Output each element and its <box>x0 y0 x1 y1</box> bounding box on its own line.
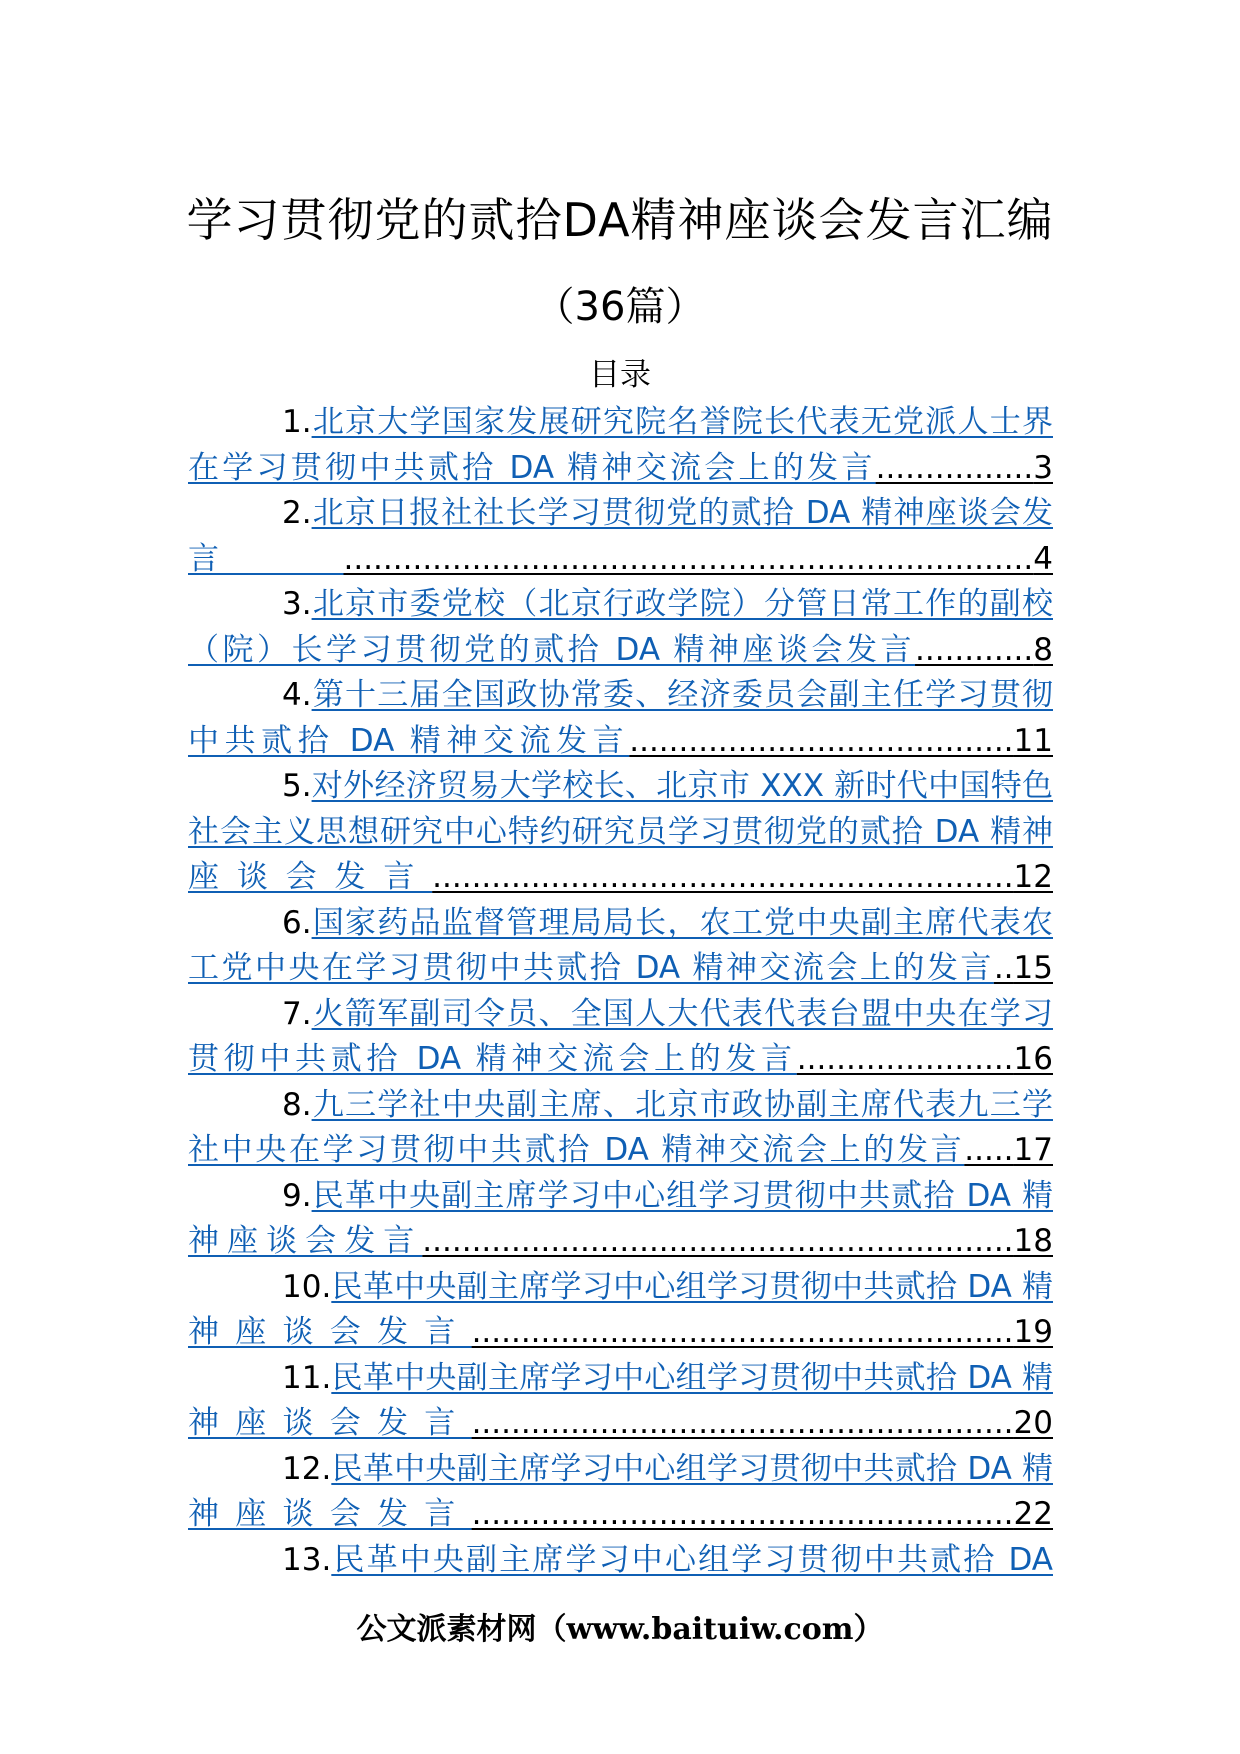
toc-entry-6[interactable] <box>188 901 1053 992</box>
toc-entry-number: 1. <box>282 404 312 440</box>
toc-entry-1[interactable] <box>188 400 1053 491</box>
toc-entry-number: 10. <box>282 1268 332 1305</box>
toc-entry-number: 5. <box>282 768 312 804</box>
toc-leader-dots: ...................................................................... <box>343 540 1034 577</box>
toc-entry-link[interactable]: 北京大学国家发展研究院名誉院长代表无党派人士界在学习贯彻中共贰拾 DA 精神交流会上的发言 <box>188 404 1053 486</box>
toc-entry-link[interactable]: 民革中央副主席学习中心组学习贯彻中共贰拾 DA 精神座谈会发言 <box>188 1268 1053 1350</box>
toc-entry-3[interactable] <box>188 582 1053 673</box>
toc-entry-link[interactable]: 国家药品监督管理局局长，农工党中央副主席代表农工党中央在学习贯彻中共贰拾 DA 精神交流会上的发言 <box>188 904 1053 986</box>
toc-leader-dots: ................ <box>875 449 1034 486</box>
toc-leader-dots: ....................................................... <box>471 1496 1014 1532</box>
toc-entry-number: 8. <box>282 1086 312 1123</box>
table-of-contents <box>188 400 1053 1583</box>
toc-page-number: 15 <box>1013 950 1053 986</box>
toc-entry-11[interactable] <box>188 1356 1053 1447</box>
toc-entry-number: 4. <box>282 677 312 713</box>
toc-entry-number: 9. <box>282 1177 312 1214</box>
toc-leader-dots: ............................................................ <box>422 1223 1014 1259</box>
toc-entry-link[interactable]: 民革中央副主席学习中心组学习贯彻中共贰拾 DA 精神座谈会发言 <box>188 1359 1053 1441</box>
toc-entry-link[interactable]: 民革中央副主席学习中心组学习贯彻中共贰拾 DA 精神座谈会发言 <box>188 1177 1053 1259</box>
toc-entry-link[interactable]: 民革中央副主席学习中心组学习贯彻中共贰拾 DA 精神座谈会发言 <box>188 1450 1053 1532</box>
toc-page-number: 12 <box>1013 859 1053 895</box>
footer-watermark: 公文派素材网（www.baituiw.com） <box>356 1612 884 1647</box>
toc-leader-dots: ....................................................... <box>471 1314 1014 1350</box>
toc-entry-link[interactable]: 北京市委党校（北京行政学院）分管日常工作的副校（院）长学习贯彻党的贰拾 DA 精神座谈会发言 <box>188 586 1053 668</box>
toc-entry-link[interactable]: 北京日报社社长学习贯彻党的贰拾 DA 精神座谈会发言 <box>188 495 1053 577</box>
toc-entry-12[interactable] <box>188 1447 1053 1538</box>
toc-entry-link[interactable]: 火箭军副司令员、全国人大代表代表台盟中央在学习贯彻中共贰拾 DA 精神交流会上的发言 <box>188 995 1053 1077</box>
document-subtitle: （36篇） <box>534 284 706 330</box>
toc-entry-number: 7. <box>282 995 312 1032</box>
toc-entry-number: 6. <box>282 904 312 941</box>
toc-entry-link[interactable]: 第十三届全国政协常委、经济委员会副主任学习贯彻中共贰拾 DA 精神交流发言 <box>188 677 1053 759</box>
toc-page-number: 3 <box>1033 449 1053 486</box>
toc-entry-number: 13. <box>282 1541 332 1578</box>
toc-page-number: 17 <box>1013 1132 1053 1168</box>
toc-leader-dots: ....................................... <box>629 722 1014 759</box>
toc-page-number: 22 <box>1013 1496 1053 1532</box>
toc-page-number: 11 <box>1013 722 1053 759</box>
toc-leader-dots: ............ <box>915 631 1034 668</box>
toc-entry-7[interactable] <box>188 992 1053 1083</box>
toc-entry-2[interactable] <box>188 491 1053 582</box>
toc-leader-dots: ....................................................... <box>471 1405 1014 1441</box>
toc-leader-dots: ...................... <box>796 1041 1014 1077</box>
toc-entry-link[interactable]: 九三学社中央副主席、北京市政协副主席代表九三学社中央在学习贯彻中共贰拾 DA 精神交流会上的发言 <box>188 1086 1053 1168</box>
toc-entry-number: 12. <box>282 1450 332 1487</box>
toc-entry-link[interactable]: 民革中央副主席学习中心组学习贯彻中共贰拾 DA <box>331 1541 1053 1578</box>
toc-entry-number: 3. <box>282 586 312 622</box>
document-title: 学习贯彻党的贰拾DA精神座谈会发言汇编 <box>186 193 1054 247</box>
toc-entry-9[interactable] <box>188 1174 1053 1265</box>
toc-page-number: 16 <box>1013 1041 1053 1077</box>
toc-leader-dots: ........................................................... <box>432 859 1014 895</box>
toc-leader-dots: ..... <box>964 1132 1014 1168</box>
toc-page-number: 8 <box>1033 631 1053 668</box>
toc-entry-8[interactable] <box>188 1083 1053 1174</box>
toc-entry-10[interactable] <box>188 1265 1053 1356</box>
toc-entry-13[interactable] <box>188 1538 1053 1584</box>
toc-page-number: 19 <box>1013 1314 1053 1350</box>
toc-entry-number: 11. <box>282 1359 332 1396</box>
toc-page-number: 18 <box>1013 1223 1053 1259</box>
toc-entry-4[interactable] <box>188 673 1053 764</box>
toc-heading: 目录 <box>589 357 651 393</box>
toc-entry-5[interactable] <box>188 764 1053 901</box>
toc-entry-link[interactable]: 对外经济贸易大学校长、北京市 XXX 新时代中国特色社会主义思想研究中心特约研究员学习贯彻党的贰拾 DA 精神座谈会发言 <box>188 768 1053 895</box>
toc-page-number: 20 <box>1013 1405 1053 1441</box>
toc-leader-dots: .. <box>993 950 1014 986</box>
toc-page-number: 4 <box>1033 540 1053 577</box>
toc-entry-number: 2. <box>282 495 312 531</box>
